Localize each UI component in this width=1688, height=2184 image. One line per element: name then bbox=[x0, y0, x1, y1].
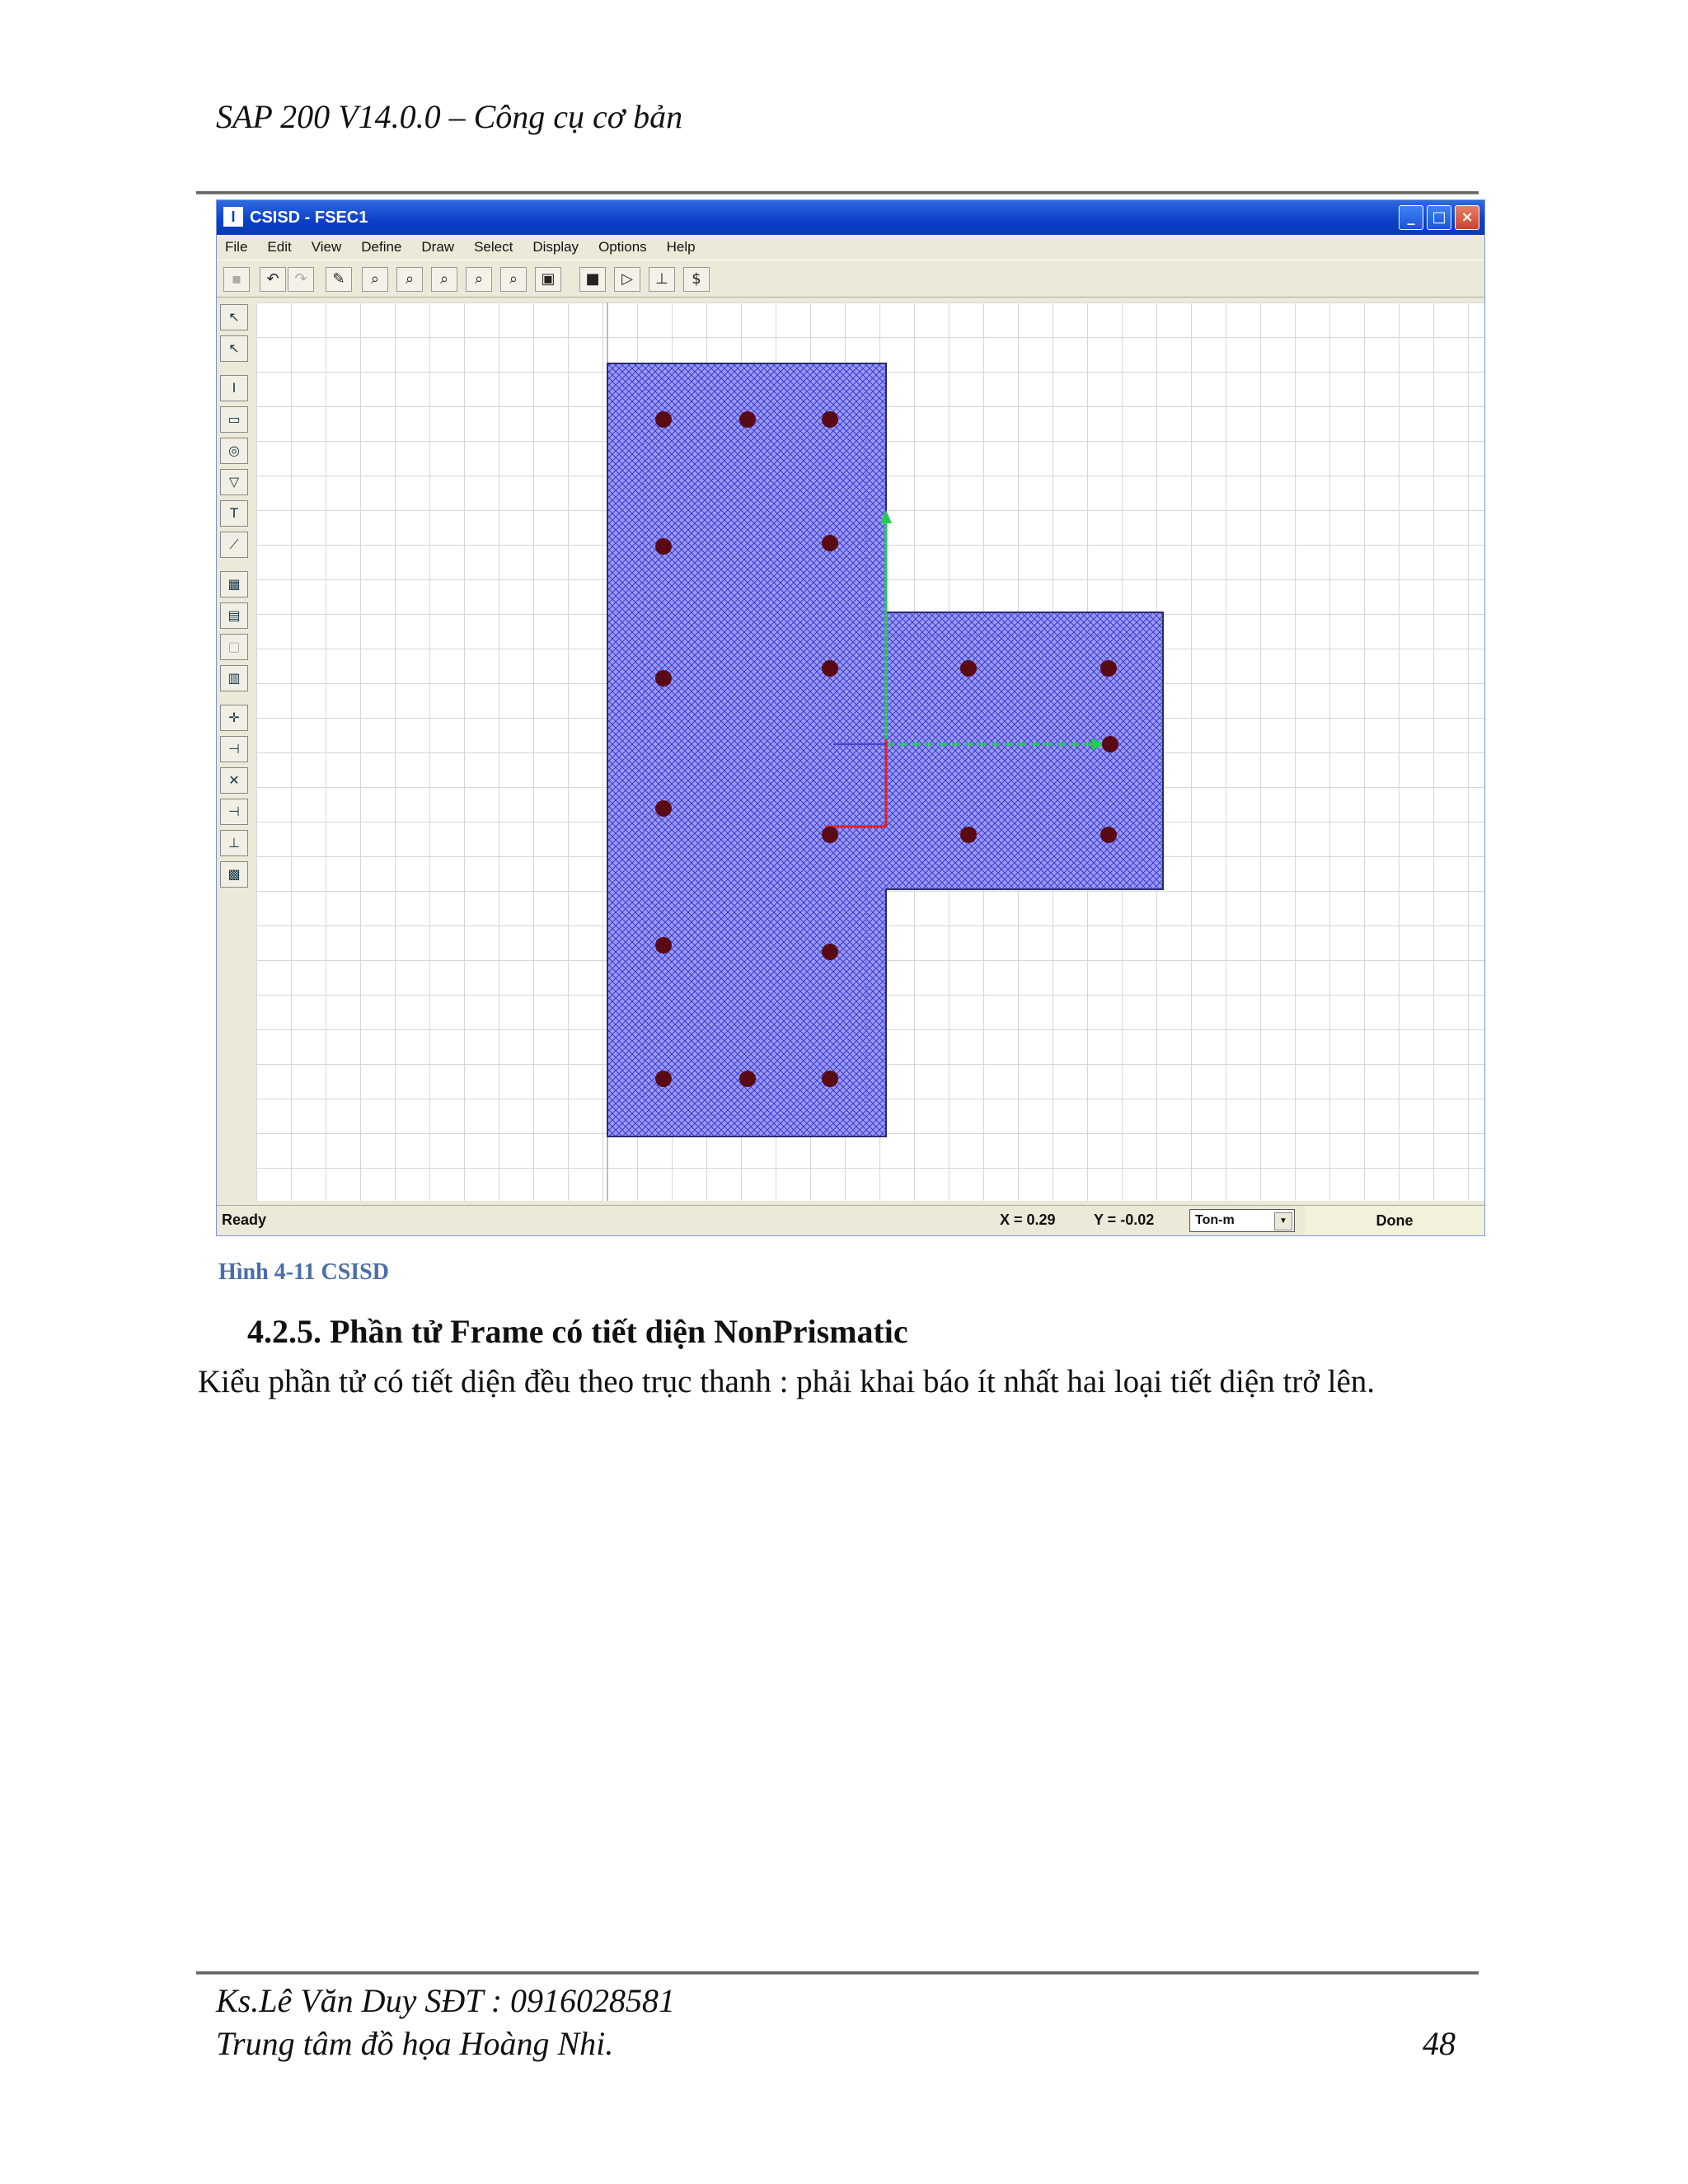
grid-icon[interactable]: ▩ bbox=[220, 861, 248, 888]
rebar bbox=[739, 411, 756, 428]
rebar bbox=[822, 944, 838, 960]
rebar-circle-icon[interactable]: ▢ bbox=[220, 634, 248, 660]
rebar-line-icon[interactable]: ▤ bbox=[220, 602, 248, 629]
section-drawing bbox=[256, 302, 1484, 1201]
main-toolbar bbox=[217, 260, 1484, 298]
pointer-icon[interactable]: ↖ bbox=[220, 304, 248, 330]
snap-perp-icon[interactable]: ⊥ bbox=[220, 830, 248, 856]
menu-define[interactable]: Define bbox=[361, 239, 402, 255]
zoom-window-icon[interactable]: ⌕ bbox=[362, 267, 388, 292]
status-ready: Ready bbox=[222, 1212, 267, 1228]
rebar bbox=[822, 535, 838, 551]
rebar bbox=[655, 670, 672, 687]
maximize-icon[interactable]: □ bbox=[1427, 205, 1451, 230]
status-y-coordinate: Y = -0.02 bbox=[1094, 1212, 1155, 1228]
menu-display[interactable]: Display bbox=[532, 239, 579, 255]
rebar bbox=[655, 937, 672, 954]
reshape-icon[interactable]: ↖ bbox=[220, 335, 248, 362]
zoom-in-icon[interactable]: ⌕ bbox=[396, 267, 423, 292]
status-bar bbox=[217, 1205, 1484, 1235]
circle-icon[interactable]: ◎ bbox=[220, 438, 248, 464]
snap-intersect-icon[interactable]: ✕ bbox=[220, 767, 248, 794]
line-icon[interactable]: ⟋ bbox=[220, 532, 248, 558]
footer-author: Ks.Lê Văn Duy SĐT : 0916028581 bbox=[216, 1982, 676, 2019]
polygon-icon[interactable]: ▽ bbox=[220, 469, 248, 495]
zoom-fit-icon[interactable]: ⌕ bbox=[500, 267, 527, 292]
draw-toolbar bbox=[218, 299, 251, 1173]
menu-edit[interactable]: Edit bbox=[267, 239, 292, 255]
menu-select[interactable]: Select bbox=[474, 239, 513, 255]
rebar-icon[interactable]: ▦ bbox=[220, 571, 248, 598]
units-value: Ton-m bbox=[1195, 1213, 1235, 1227]
rebar bbox=[1100, 660, 1117, 677]
zoom-out-icon[interactable]: ⌕ bbox=[431, 267, 457, 292]
page-number: 48 bbox=[1423, 2025, 1456, 2062]
close-icon[interactable]: × bbox=[1455, 205, 1479, 230]
redo-icon[interactable]: ↷ bbox=[288, 267, 314, 292]
rebar bbox=[822, 827, 838, 843]
tee-icon[interactable]: T bbox=[220, 500, 248, 527]
header-rule bbox=[196, 191, 1479, 194]
rebar bbox=[655, 538, 672, 555]
new-icon[interactable]: ▪ bbox=[223, 267, 250, 292]
zoom-previous-icon[interactable]: ⌕ bbox=[466, 267, 492, 292]
refresh-icon[interactable]: ▣ bbox=[535, 267, 561, 292]
drawing-canvas[interactable] bbox=[256, 302, 1484, 1201]
title-bar[interactable] bbox=[217, 200, 1484, 235]
menu-bar bbox=[217, 235, 1484, 260]
figure-caption: Hình 4-11 CSISD bbox=[218, 1259, 389, 1285]
snap-center-icon[interactable]: ✛ bbox=[220, 705, 248, 731]
undo-icon[interactable]: ↶ bbox=[260, 267, 286, 292]
footer-center: Trung tâm đồ họa Hoàng Nhi. bbox=[216, 2025, 614, 2062]
snap-mid-icon[interactable]: ⊣ bbox=[220, 799, 248, 825]
minimize-icon[interactable]: _ bbox=[1399, 205, 1423, 230]
rebar bbox=[1102, 736, 1118, 752]
rebar bbox=[655, 800, 672, 817]
body-paragraph: Kiểu phần tử có tiết diện đều theo trục thanh : phải khai báo ít nhất hai loại tiết diện trở lên. bbox=[198, 1364, 1376, 1399]
rebar bbox=[655, 411, 672, 428]
menu-help[interactable]: Help bbox=[666, 239, 696, 255]
csisd-window bbox=[216, 199, 1485, 1236]
chevron-down-icon[interactable]: ▼ bbox=[1274, 1212, 1292, 1230]
rebar bbox=[655, 1071, 672, 1087]
rectangle-icon[interactable]: ▭ bbox=[220, 406, 248, 433]
rebar bbox=[1100, 827, 1117, 843]
section-heading: 4.2.5. Phần tử Frame có tiết diện NonPrismatic bbox=[247, 1313, 908, 1350]
dollar-icon[interactable]: $ bbox=[683, 267, 710, 292]
snap-icon[interactable]: ⊥ bbox=[649, 267, 675, 292]
i-shape-icon[interactable]: I bbox=[220, 375, 248, 401]
window-title: CSISD - FSEC1 bbox=[250, 209, 368, 227]
rebar bbox=[822, 660, 838, 677]
select-point-icon[interactable]: ▷ bbox=[614, 267, 640, 292]
section-icon[interactable]: ■ bbox=[579, 267, 606, 292]
menu-draw[interactable]: Draw bbox=[421, 239, 455, 255]
page-header: SAP 200 V14.0.0 – Công cụ cơ bản bbox=[216, 98, 683, 135]
status-x-coordinate: X = 0.29 bbox=[1000, 1212, 1056, 1228]
app-icon: I bbox=[223, 207, 243, 227]
menu-file[interactable]: File bbox=[225, 239, 248, 255]
footer-rule bbox=[196, 1971, 1479, 1975]
rebar bbox=[822, 411, 838, 428]
status-done: Done bbox=[1305, 1206, 1484, 1235]
rebar bbox=[822, 1071, 838, 1087]
rebar bbox=[960, 827, 977, 843]
units-select[interactable] bbox=[1189, 1209, 1295, 1232]
rebar bbox=[739, 1071, 756, 1087]
snap-end-icon[interactable]: ⊣ bbox=[220, 736, 248, 762]
menu-options[interactable]: Options bbox=[598, 239, 647, 255]
pencil-icon[interactable]: ✎ bbox=[326, 267, 352, 292]
rebar bbox=[960, 660, 977, 677]
menu-view[interactable]: View bbox=[311, 239, 342, 255]
hatch-icon[interactable]: ▥ bbox=[220, 665, 248, 691]
